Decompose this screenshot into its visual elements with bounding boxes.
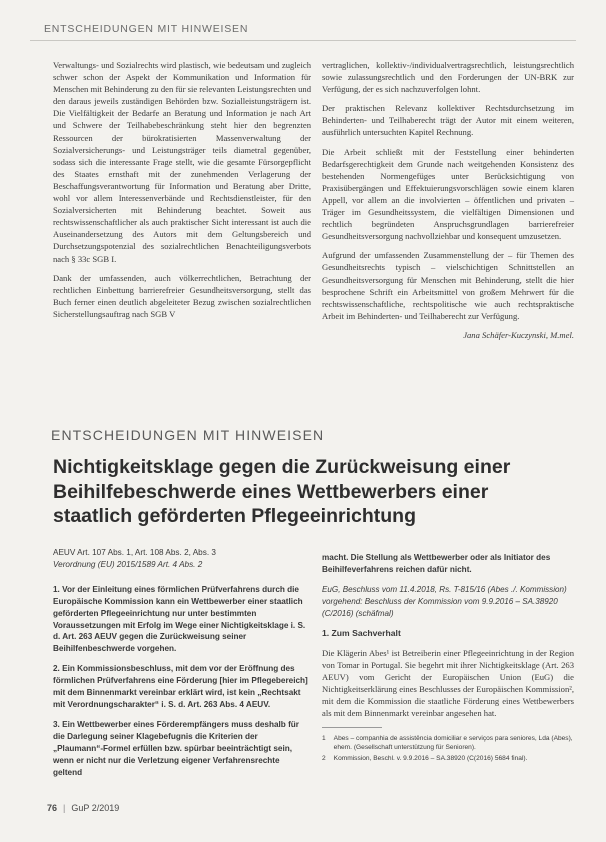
headnote: 2. Ein Kommissionsbeschluss, mit dem vor der Eröffnung des förmlichen Prüfverfahrens eine Förderung [hier im Pflegebereich] mit dem Binnenmarkt vereinbar erklärt wird, ist kein „Rechtsakt mit Verordnungscharakter“ i. S. d. Art. 263 Abs. 4 AEUV. xyxy=(53,664,308,709)
review-paragraph: Dank der umfassenden, auch völkerrechtlichen, Betrachtung der rechtlichen Einbettung barrierefreier Gesundheitsversorgung, stellt das Buch ferner einen deutlich abgeleiteter Bezug zwischen sozialrechtlichen Sicherstellungsauftrag nach SGB V xyxy=(53,272,311,319)
law-reference: Verordnung (EU) 2015/1589 Art. 4 Abs. 2 xyxy=(53,559,203,569)
facts-column xyxy=(322,552,574,765)
review-paragraph: Verwaltungs- und Sozialrechts wird plastisch, wie bedeutsam und zugleich schwer schon der Aspekt der Kommunikation und Information für Menschen mit Behinderung zu den für sie relevanten Leistungsrechten und den daraus jeweils zuständigen Behörden bzw. Sozialleistungsträgern ist. Die Vielfältigkeit der Bedarfe an Beratung und Information je nach Art und Schwere der Teilhabebeschränkung steht hier den begrenzten Ressourcen der bürokratisierten Massenverwaltung der Sozialversicherungs- und Leistungsträger teils diametral gegenüber, sodass sich die interessante Frage stellt, wie die gesamte Fürsorgepflicht des Staates ernsthaft mit der zunehmenden Verlagerung der Beschaffungsverantwortung für Information und Beratung aber Dritte, wohl vor allem Interessenverbände und Rechtsdienstleister, für den Sozialversicherten mit Behinderung beachtet. Soweit aus rechtswissenschaftlicher als auch praktischer Sicht interessant ist auch die Auseinandersetzung des Autors mit dem Geltungsbereich und Durchsetzungspotenzial des sozialrechtlichen Benachteiligungsverbots nach § 33c SGB I. xyxy=(53,60,311,264)
review-paragraph: Die Arbeit schließt mit der Feststellung einer behinderten Bedarfsgerechtigkeit dem Grunde nach weitgehenden Konsistenz des bestehenden Normengefüges unter Berücksichtigung von Praxisübergängen und Effektuierungsvorschlägen sowie einem klaren Appell, vor allem an die involvierten – öffentlichen und privaten – Träger im Gesundheitssystem, die vielfältigen Dimensionen und rechtlich begründeten Anspruchsgrundlagen barrierefreier Gesundheitsversorgung nachvollziehbar und konsequent umzusetzen. xyxy=(322,146,574,242)
footnote-text: Abes – companhia de assistência domiciliar e serviços para seniores, Lda (Abes), ehem. (Gesellschaft unterstützung für Senioren). xyxy=(333,735,573,752)
review-right-column xyxy=(322,59,574,341)
page-number: 76 xyxy=(47,803,58,813)
headnotes-column xyxy=(53,547,310,786)
footnote-divider xyxy=(322,727,382,728)
footnote-text: Kommission, Beschl. v. 9.9.2016 – SA.38920 (C(2016) 5684 final). xyxy=(333,755,528,763)
headnote: 3. Ein Wettbewerber eines Förderempfängers muss deshalb für die Darlegung seiner Klagebefugnis die Kriterien der „Plaumann“-Formel erfüllen bzw. spürbar beeinträchtigt sein, wenn er nicht nur die Verletzung eigener Verfahrensrechte geltend xyxy=(53,719,299,777)
review-paragraph: Der praktischen Relevanz kollektiver Rechtsdurchsetzung im Behinderten- und Teilhaberecht trägt der Autor mit einem weiteren, ausführlich untersuchten Kapitel Rechnung. xyxy=(322,103,574,138)
review-left-column xyxy=(53,59,311,327)
law-references xyxy=(53,547,310,571)
section-heading: ENTSCHEIDUNGEN MIT HINWEISEN xyxy=(51,427,325,443)
running-head: ENTSCHEIDUNGEN MIT HINWEISEN xyxy=(44,23,249,35)
reviewer-name: Jana Schäfer-Kuczynski, M.mel. xyxy=(463,329,574,340)
law-reference: AEUV Art. 107 Abs. 1, Art. 108 Abs. 2, Abs. 3 xyxy=(53,548,216,557)
article-headline: Nichtigkeitsklage gegen die Zurückweisung einer Beihilfebeschwerde eines Wettbewerbers einer staatlich geförderten Pflegeeinrichtung xyxy=(53,456,511,527)
footnote xyxy=(322,734,574,752)
review-paragraph: vertraglichen, kollektiv-/individualvertragsrechtlich, leistungsrechtlich sowie zulassungsrechtlich und den Forderungen der UN-BRK zur Verfügung, der es sich nachzuverfolgen lohnt. xyxy=(322,60,574,95)
footnote-number: 1 xyxy=(322,735,326,743)
footnote xyxy=(322,754,574,763)
footnote-number: 2 xyxy=(322,755,326,763)
review-paragraph: Aufgrund der umfassenden Zusammenstellung der – für Themen des Gesundheitsrechts typisch – vielschichtigen Schnittstellen an Gesundheitsversorgung für Menschen mit Behinderung, stellt die hier besprochene Schrift ein Arbeitsmittel von großem Mehrwert für die rechtswissenschaftliche, rechtspolitische wie auch rechtspraktische Arbeit im Behinderten- und Teilhaberecht zur Verfügung. xyxy=(322,250,574,321)
headnote: 1. Vor der Einleitung eines förmlichen Prüfverfahrens durch die Europäische Kommission kann ein Wettbewerber einer staatlich geförderten Pflegeeinrichtung nur unter bestimmten Voraussetzungen mit Erfolg im Wege einer Nichtigkeitsklage i. S. d. Art. 263 AEUV gegen die Zurückweisung seiner Beihilfenbeschwerde vorgehen. xyxy=(53,584,306,654)
folio-separator: | xyxy=(63,803,66,813)
facts-text: Die Klägerin Abes¹ ist Betreiberin einer Pflegeeinrichtung in der Region von Tomar in Portugal. Sie begehrt mit ihrer Nichtigkeitsklage (Art. 263 AEUV) vom Gericht der Europäischen Union (EuG) die Nichtigkeitserklärung eines Beschlusses der Europäischen Kommission², mit dem die Kommission die staatliche Förderung eines Wettbewerbers als mit dem Binnenmarkt vereinbar angesehen hat. xyxy=(322,648,574,719)
headnote-continuation: macht. Die Stellung als Wettbewerber oder als Initiator des Beihilfeverfahrens reichen dafür nicht. xyxy=(322,553,551,574)
journal-issue: GuP 2/2019 xyxy=(71,803,120,813)
folio xyxy=(47,803,119,813)
facts-heading: 1. Zum Sachverhalt xyxy=(322,628,401,639)
header-rule xyxy=(30,40,576,41)
ruling-citation: EuG, Beschluss vom 11.4.2018, Rs. T-815/16 (Abes ./. Kommission) vorgehend: Beschluss der Kommission vom 9.9.2016 – SA.38920 (C/2016) (schäfmal) xyxy=(322,585,567,618)
